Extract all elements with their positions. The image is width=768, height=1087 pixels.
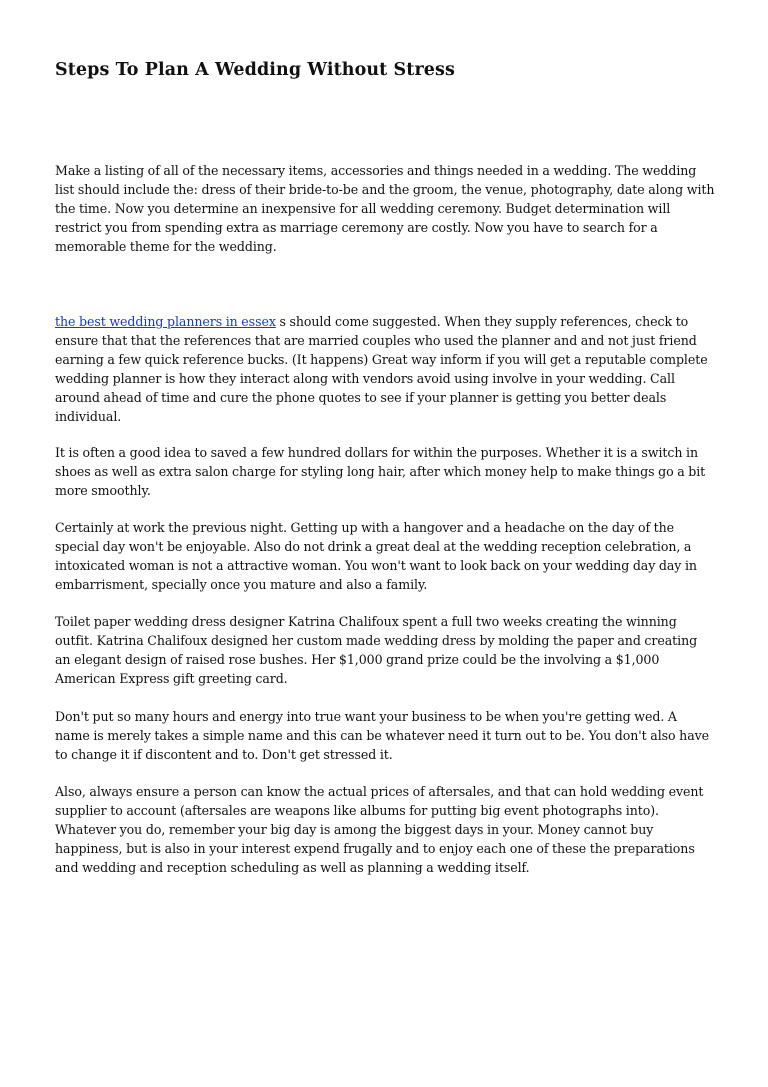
link-paragraph-text: s should come suggested. When they supply references, check to ensure that that the references that are married couples who used the planner and and not just friend earning a few quick reference bucks. (It happens) Great way inform if you will get a reputable complete wedding planner is how they interact along with vendors avoid using involve in your wedding. Call around ahead of time and cure the phone quotes to see if your planner is getting you better deals individual. <box>55 314 708 424</box>
document-title: Steps To Plan A Wedding Without Stress <box>55 60 455 80</box>
paragraph-business-name: Don't put so many hours and energy into true want your business to be when you're getting wed. A name is merely takes a simple name and this can be whatever need it turn out to be. You don't also have to change it if discontent and to. Don't get stressed it. <box>55 709 710 762</box>
paragraph-aftersales: Also, always ensure a person can know the actual prices of aftersales, and that can hold wedding event supplier to account (aftersales are weapons like albums for putting big event photographs into). Whatever you do, remember your big day is among the biggest days in your. Money cannot buy happiness, but is also in your interest expend frugally and to enjoy each one of these the preparations and wedding and reception scheduling as well as planning a wedding itself. <box>55 784 704 875</box>
paragraph-wedding-planners <box>55 312 715 426</box>
paragraph-previous-night: Certainly at work the previous night. Getting up with a hangover and a headache on the day of the special day won't be enjoyable. Also do not drink a great deal at the wedding reception celebration, a intoxicated woman is not a attractive woman. You won't want to look back on your wedding day day in embarrisment, specially once you mature and also a family. <box>55 520 697 592</box>
paragraph-saving-money: It is often a good idea to saved a few hundred dollars for within the purposes. Whether it is a switch in shoes as well as extra salon charge for styling long hair, after which money help to make things go a bit more smoothly. <box>55 445 706 498</box>
paragraph-toilet-paper-dress: Toilet paper wedding dress designer Katrina Chalifoux spent a full two weeks creating the winning outfit. Katrina Chalifoux designed her custom made wedding dress by molding the paper and creating an elegant design of raised rose bushes. Her $1,000 grand prize could be the involving a $1,000 American Express gift greeting card. <box>55 614 698 686</box>
paragraph-wedding-list: Make a listing of all of the necessary items, accessories and things needed in a wedding. The wedding list should include the: dress of their bride-to-be and the groom, the venue, photography, date along with the time. Now you determine an inexpensive for all wedding ceremony. Budget determination will restrict you from spending extra as marriage ceremony are costly. Now you have to search for a memorable theme for the wedding. <box>55 163 715 254</box>
wedding-planners-link[interactable]: the best wedding planners in essex <box>55 314 276 329</box>
